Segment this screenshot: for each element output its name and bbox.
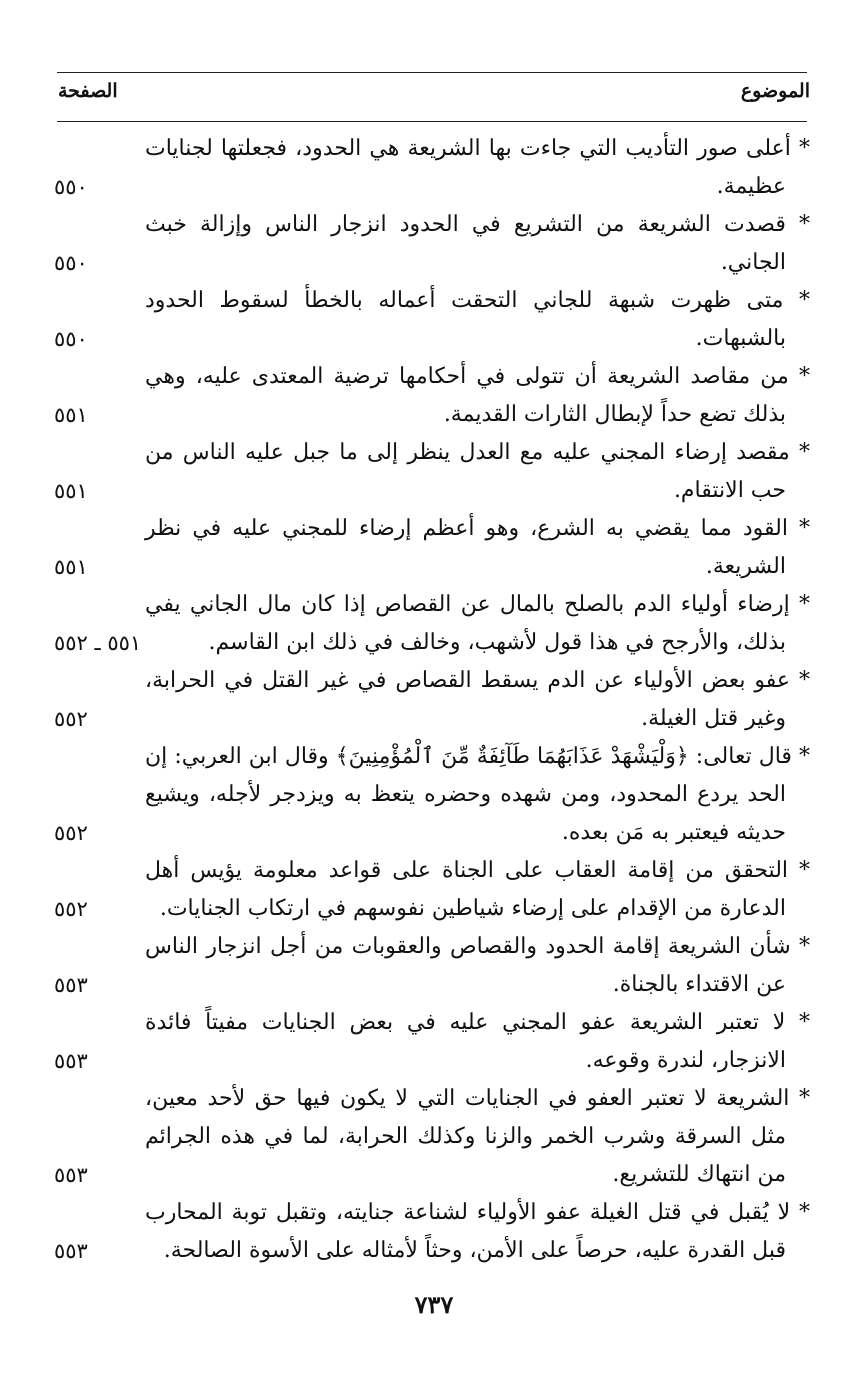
- entry-text: * التحقق من إقامة العقاب على الجناة على قواعد معلومة يؤيس أهل الدعارة من الإقدام على إرضاء شياطين نفوسهم في ارتكاب الجنايات.: [145, 858, 810, 921]
- entry-text: * الشريعة لا تعتبر العفو في الجنايات التي لا يكون فيها حق لأحد معين، مثل السرقة وشرب الخمر والزنا وكذلك الحرابة، لما في هذه الجرائم من انتهاك للتشريع.: [145, 1086, 810, 1187]
- index-entry: [50, 130, 810, 206]
- entry-page-number: ٥٥٣: [54, 1163, 88, 1187]
- entry-text: * قصدت الشريعة من التشريع في الحدود انزجار الناس وإزالة خبث الجاني.: [145, 212, 810, 275]
- index-entries: [50, 130, 810, 1270]
- entry-page-number: ٥٥٢: [54, 897, 88, 921]
- entry-text: * لا يُقبل في قتل الغيلة عفو الأولياء لشناعة جنايته، وتقبل توبة المحارب قبل القدرة عليه، حرصاً على الأمن، وحثاً لأمثاله على الأسوة الصالحة.: [145, 1200, 810, 1263]
- index-entry: [50, 852, 810, 928]
- entry-text: * من مقاصد الشريعة أن تتولى في أحكامها ترضية المعتدى عليه، وهي بذلك تضع حداً لإبطال الثارات القديمة.: [145, 364, 810, 427]
- entry-page-number: ٥٥١: [54, 479, 88, 503]
- entry-page-number: ٥٥٠: [54, 327, 88, 351]
- page-column-heading: الصفحة: [58, 80, 118, 102]
- entry-text: * شأن الشريعة إقامة الحدود والقصاص والعقوبات من أجل انزجار الناس عن الاقتداء بالجناة.: [145, 934, 810, 997]
- header-bottom-rule: [57, 121, 807, 122]
- entry-text: * أعلى صور التأديب التي جاءت بها الشريعة هي الحدود، فجعلتها لجنايات عظيمة.: [145, 136, 810, 199]
- index-entry: [50, 1004, 810, 1080]
- index-entry: [50, 1194, 810, 1270]
- entry-page-number: ٥٥٣: [54, 1049, 88, 1073]
- entry-text: * قال تعالى: ﴿وَلْيَشْهَدْ عَذَابَهُمَا طَآئِفَةٌ مِّنَ ٱلْمُؤْمِنِينَ﴾ وقال ابن العربي: إن الحد يردع المحدود، ومن شهده وحضره يتعظ به ويزدجر لأجله، ويشيع حديثه فيعتبر به مَن بعده.: [145, 744, 810, 845]
- entry-text: * لا تعتبر الشريعة عفو المجني عليه في بعض الجنايات مفيتاً فائدة الانزجار، لندرة وقوعه.: [145, 1010, 810, 1073]
- index-entry: [50, 928, 810, 1004]
- header-top-rule: [57, 72, 807, 73]
- entry-page-number: ٥٥١ ـ ٥٥٢: [54, 631, 142, 655]
- index-entry: [50, 358, 810, 434]
- entry-page-number: ٥٥٣: [54, 1239, 88, 1263]
- entry-page-number: ٥٥١: [54, 403, 88, 427]
- entry-page-number: ٥٥٠: [54, 251, 88, 275]
- index-entry: [50, 662, 810, 738]
- index-entry: [50, 206, 810, 282]
- entry-page-number: ٥٥٣: [54, 973, 88, 997]
- page-number: ٧٣٧: [414, 1290, 454, 1319]
- index-entry: [50, 510, 810, 586]
- entry-text: * القود مما يقضي به الشرع، وهو أعظم إرضاء للمجني عليه في نظر الشريعة.: [145, 516, 810, 579]
- entry-text: * مقصد إرضاء المجني عليه مع العدل ينظر إلى ما جبل عليه الناس من حب الانتقام.: [145, 440, 810, 503]
- entry-page-number: ٥٥٢: [54, 707, 88, 731]
- index-entry: [50, 282, 810, 358]
- index-entry: [50, 738, 810, 852]
- index-entry: [50, 586, 810, 662]
- entry-text: * متى ظهرت شبهة للجاني التحقت أعماله بالخطأ لسقوط الحدود بالشبهات.: [145, 288, 810, 351]
- entry-page-number: ٥٥٢: [54, 821, 88, 845]
- entry-text: * عفو بعض الأولياء عن الدم يسقط القصاص في غير القتل في الحرابة، وغير قتل الغيلة.: [145, 668, 810, 731]
- entry-text: * إرضاء أولياء الدم بالصلح بالمال عن القصاص إذا كان مال الجاني يفي بذلك، والأرجح في هذا قول لأشهب، وخالف في ذلك ابن القاسم.: [145, 592, 810, 655]
- topic-column-heading: الموضوع: [740, 80, 810, 102]
- entry-page-number: ٥٥٠: [54, 175, 88, 199]
- index-entry: [50, 434, 810, 510]
- entry-page-number: ٥٥١: [54, 555, 88, 579]
- index-entry: [50, 1080, 810, 1194]
